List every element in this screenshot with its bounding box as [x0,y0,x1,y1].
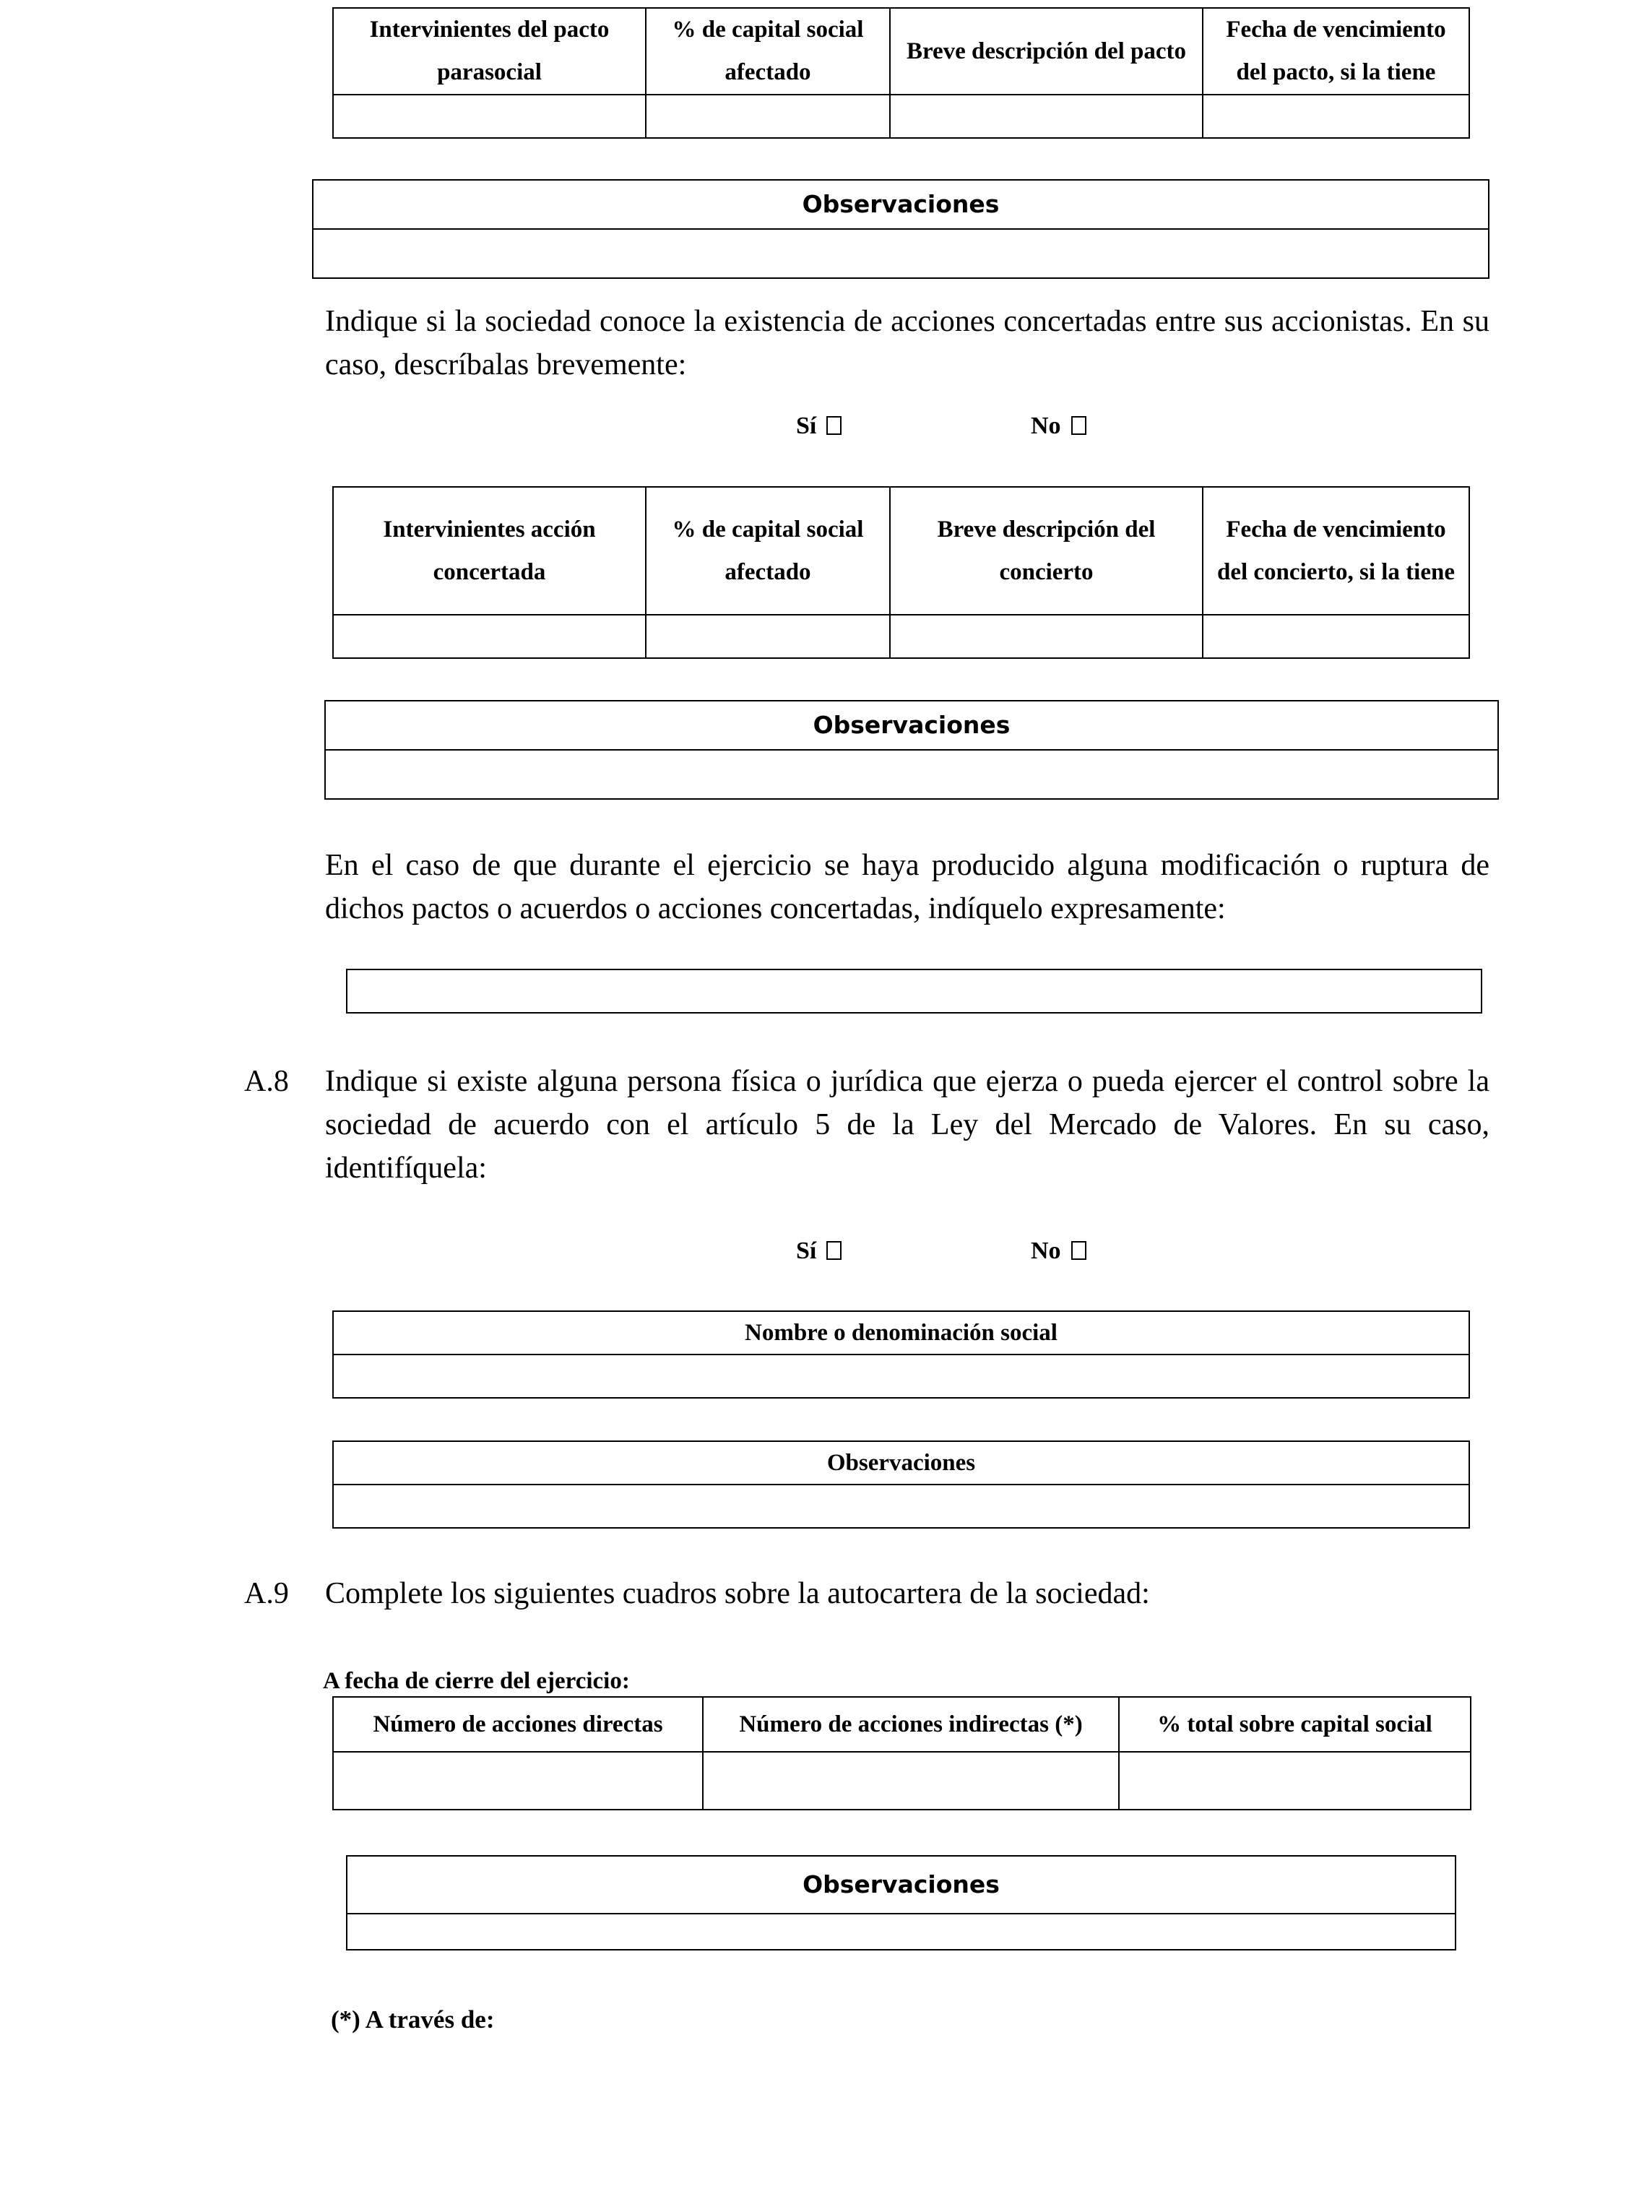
table-row [333,615,1469,658]
cell-intervinientes[interactable] [333,95,646,138]
table-accion-concertada [332,486,1470,659]
observaciones-cell[interactable] [333,1485,1469,1528]
cell-descripcion[interactable] [890,615,1203,658]
observaciones-header: Observaciones [325,701,1498,750]
footnote-a-traves: (*) A través de: [331,2005,495,2034]
header-total-capital: % total sobre capital social [1119,1697,1471,1752]
cell-acciones-directas[interactable] [333,1752,703,1810]
header-intervinientes: Intervinientes acción concertada [333,487,646,615]
yes-label: Sí [796,412,817,439]
cell-descripcion[interactable] [890,95,1203,138]
table-header-row [333,1697,1471,1752]
paragraph-a8: Indique si existe alguna persona física o jurídica que ejerza o pueda ejercer el control sobre la sociedad de acuerdo con el artículo 5 de la Ley del Mercado de Valores. En su caso, identifíquela: [325,1065,1489,1185]
observaciones-header: Observaciones [347,1856,1456,1914]
paragraph-acciones-concertadas: Indique si la sociedad conoce la existencia de acciones concertadas entre sus accionistas. En su caso, descríbalas brevemente: [325,305,1489,381]
yes-option[interactable] [796,412,842,441]
observaciones-table-4 [346,1855,1456,1950]
cell-total-capital[interactable] [1119,1752,1471,1810]
no-label: No [1031,412,1061,439]
table-row [333,95,1469,138]
section-number-a9: A.9 [244,1577,289,1610]
yes-label: Sí [796,1237,817,1264]
header-fecha-vencimiento: Fecha de vencimiento del concierto, si la tiene [1203,487,1469,615]
yes-option[interactable] [796,1237,842,1266]
no-option[interactable] [1031,1237,1086,1266]
cell-capital[interactable] [646,615,890,658]
observaciones-header: Observaciones [333,1441,1469,1485]
header-intervinientes: Intervinientes del pacto parasocial [333,8,646,95]
header-acciones-indirectas: Número de acciones indirectas (*) [703,1697,1119,1752]
header-nombre-denominacion: Nombre o denominación social [333,1311,1469,1355]
checkbox-icon[interactable] [1071,1241,1086,1260]
observaciones-table-3 [332,1440,1470,1529]
header-capital-afectado: % de capital social afectado [646,487,890,615]
checkbox-icon[interactable] [1071,416,1086,435]
cell-intervinientes[interactable] [333,615,646,658]
table-row [333,1752,1471,1810]
table-nombre-denominacion [332,1310,1470,1399]
checkbox-icon[interactable] [826,1241,842,1260]
table-autocartera [332,1696,1471,1810]
header-breve-descripcion: Breve descripción del pacto [890,8,1203,95]
header-fecha-vencimiento: Fecha de vencimiento del pacto, si la tiene [1203,8,1469,95]
section-number-a8: A.8 [244,1065,289,1098]
observaciones-header: Observaciones [313,180,1489,229]
no-label: No [1031,1237,1061,1264]
header-breve-descripcion: Breve descripción del concierto [890,487,1203,615]
paragraph-modificacion: En el caso de que durante el ejercicio se haya producido alguna modificación o ruptura de dichos pactos o acuerdos o acciones concertadas, indíquelo expresamente: [325,849,1489,925]
cell-capital[interactable] [646,95,890,138]
table-header-row [333,487,1469,615]
cell-fecha[interactable] [1203,615,1469,658]
cierre-label: A fecha de cierre del ejercicio: [323,1668,630,1694]
table-header-row [333,8,1469,95]
cell-acciones-indirectas[interactable] [703,1752,1119,1810]
observaciones-cell[interactable] [347,1914,1456,1950]
header-capital-afectado: % de capital social afectado [646,8,890,95]
table-pacto-parasocial [332,7,1470,139]
modificacion-input-box[interactable] [346,969,1482,1014]
observaciones-cell[interactable] [313,229,1489,278]
paragraph-a9: Complete los siguientes cuadros sobre la autocartera de la sociedad: [325,1577,1150,1610]
no-option[interactable] [1031,412,1086,441]
observaciones-table-1 [312,179,1489,279]
observaciones-cell[interactable] [325,750,1498,799]
cell-fecha[interactable] [1203,95,1469,138]
header-acciones-directas: Número de acciones directas [333,1697,703,1752]
cell-nombre[interactable] [333,1355,1469,1398]
observaciones-table-2 [324,700,1499,800]
checkbox-icon[interactable] [826,416,842,435]
